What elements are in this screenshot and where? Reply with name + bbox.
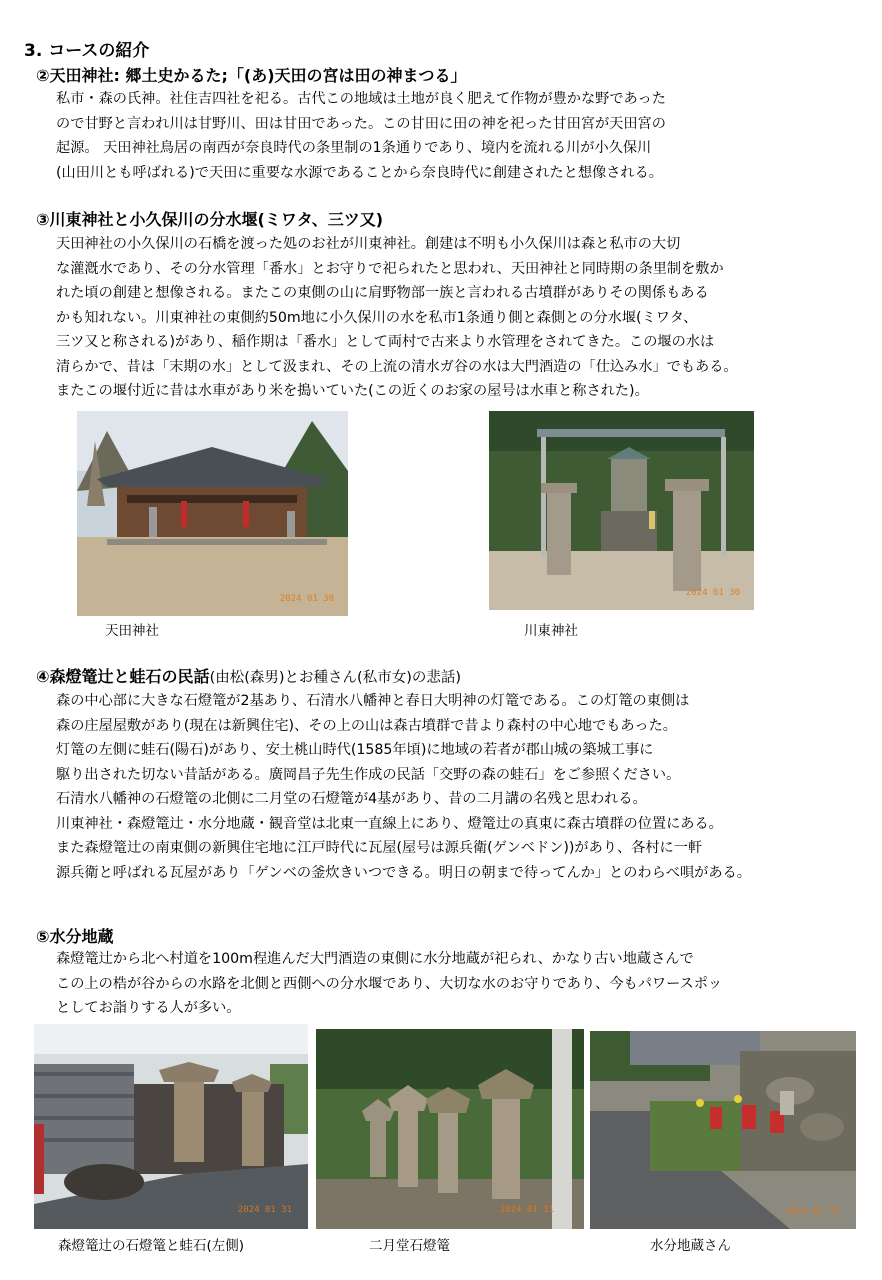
paragraph-mikumari-jizo (56, 947, 722, 1021)
text-line: 源兵衛と呼ばれる瓦屋があり「ゲンベの釜炊きいつできる。明日の朝まで待ってんか」とのわらべ唄がある。 (56, 864, 751, 881)
text-line: 石清水八幡神の石燈篭の北側に二月堂の石燈篭が4基があり、昔の二月講の名残と思われる。 (56, 791, 647, 807)
text-line: 灯篭の左側に蛙石(陽石)があり、安土桃山時代(1585年頃)に地域の若者が郡山城の築城工事に (56, 742, 654, 758)
heading-amada-shrine: ②天田神社: 郷土史かるた;「(あ)天田の宮は田の神まつる」 (36, 66, 467, 85)
caption-amada-shrine: 天田神社 (105, 623, 159, 639)
text-line: (山田川とも呼ばれる)で天田に重要な水源であることから奈良時代に創建されたと想像される。 (56, 164, 663, 181)
text-line: またこの堰付近に昔は水車があり米を搗いていた(この近くのお家の屋号は水車と称された)。 (56, 383, 649, 399)
text-line: れた頃の創建と想像される。またこの東側の山に肩野物部一族と言われる古墳群がありその関係もある (56, 285, 709, 301)
photo-date-stamp: 2024 01 31 (499, 1205, 554, 1215)
section-title: 3. コースの紹介 (24, 41, 150, 61)
photo-date-stamp: 2024 01 30 (279, 594, 334, 604)
photo-kawahigashi-shrine (489, 411, 754, 610)
photo-amada-shrine (77, 411, 348, 616)
photo-date-stamp: 2024 01 31 (237, 1205, 292, 1215)
heading-kawahigashi-shrine: ③川東神社と小久保川の分水堰(ミワタ、三ツ又) (36, 210, 384, 229)
text-line: 川東神社・森燈篭辻・水分地蔵・観音堂は北東一直線上にあり、燈篭辻の真東に森古墳群の位置にある。 (56, 815, 723, 832)
heading-sub: (由松(森男)とお種さん(私市女)の悲話) (209, 670, 462, 686)
paragraph-amada-shrine (56, 87, 666, 185)
text-line: としてお詣りする人が多い。 (56, 1000, 241, 1016)
text-line: 起源。 天田神社鳥居の南西が奈良時代の条里制の1条通りであり、境内を流れる川が小久保川 (56, 140, 652, 156)
text-line: 天田神社の小久保川の石橋を渡った処のお社が川東神社。創建は不明も小久保川は森と私市の大切 (56, 236, 681, 252)
text-line: 森の中心部に大きな石燈篭が2基あり、石清水八幡神と春日大明神の灯篭である。この灯篭の東側は (56, 693, 690, 709)
paragraph-kawahigashi-shrine (56, 232, 738, 404)
heading-mikumari-jizo: ⑤水分地蔵 (36, 927, 114, 946)
text-line: かも知れない。川東神社の東側約50m地に小久保川の水を私市1条通り側と森側との分水堰(ミワタ、 (56, 309, 698, 326)
text-line: 森燈篭辻から北へ村道を100m程進んだ大門酒造の東側に水分地蔵が祀られ、かなり古い地蔵さんで (56, 951, 694, 967)
text-line: ので甘野と言われ川は甘野川、田は甘田であった。この甘田に田の神を祀った甘田宮が天田宮の (56, 115, 666, 132)
paragraph-mori-lantern (56, 689, 751, 885)
photo-mori-lantern (34, 1024, 308, 1229)
heading-mori-lantern (36, 664, 461, 687)
photo-date-stamp: 2024 01 30 (685, 588, 740, 598)
text-line: この上の梏が谷からの水路を北側と西側への分水堰であり、大切な水のお守りであり、今もパワースポッ (56, 975, 723, 992)
heading-main: ④森燈篭辻と蛙石の民話 (36, 667, 210, 686)
text-line: また森燈篭辻の南東側の新興住宅地に江戸時代に瓦屋(屋号は源兵衛(ゲンベドン))があり、各村に一軒 (56, 840, 703, 856)
text-line: 清らかで、昔は「末期の水」として汲まれ、その上流の清水ガ谷の水は大門酒造の「仕込み水」でもある。 (56, 358, 738, 375)
text-line: 私市・森の氏神。社住吉四社を祀る。古代この地域は土地が良く肥えて作物が豊かな野であった (56, 91, 666, 107)
caption-mikumari-jizo: 水分地蔵さん (650, 1238, 731, 1254)
photo-nigatsudo-lanterns (316, 1029, 584, 1229)
caption-mori-lantern: 森燈篭辻の石燈篭と蛙石(左側) (58, 1238, 245, 1254)
photo-mikumari-jizo (590, 1031, 856, 1229)
text-line: 三ツ又と称される)があり、稲作期は「番水」として両村で古来より水管理をされてきた。この堰の水は (56, 334, 715, 350)
text-line: な灌漑水であり、その分水管理「番水」とお守りで祀られたと思われ、天田神社と同時期の条里制を敷か (56, 260, 724, 277)
caption-kawahigashi-shrine: 川東神社 (524, 623, 578, 639)
caption-nigatsudo-lanterns: 二月堂石燈篭 (369, 1238, 450, 1254)
text-line: 駆り出された切ない昔話がある。廣岡昌子先生作成の民話「交野の森の蛙石」をご参照ください。 (56, 766, 681, 783)
photo-date-stamp: 2024 01 31 (785, 1207, 840, 1217)
text-line: 森の庄屋屋敷があり(現在は新興住宅)、その上の山は森古墳群で昔より森村の中心地でもあった。 (56, 717, 677, 734)
